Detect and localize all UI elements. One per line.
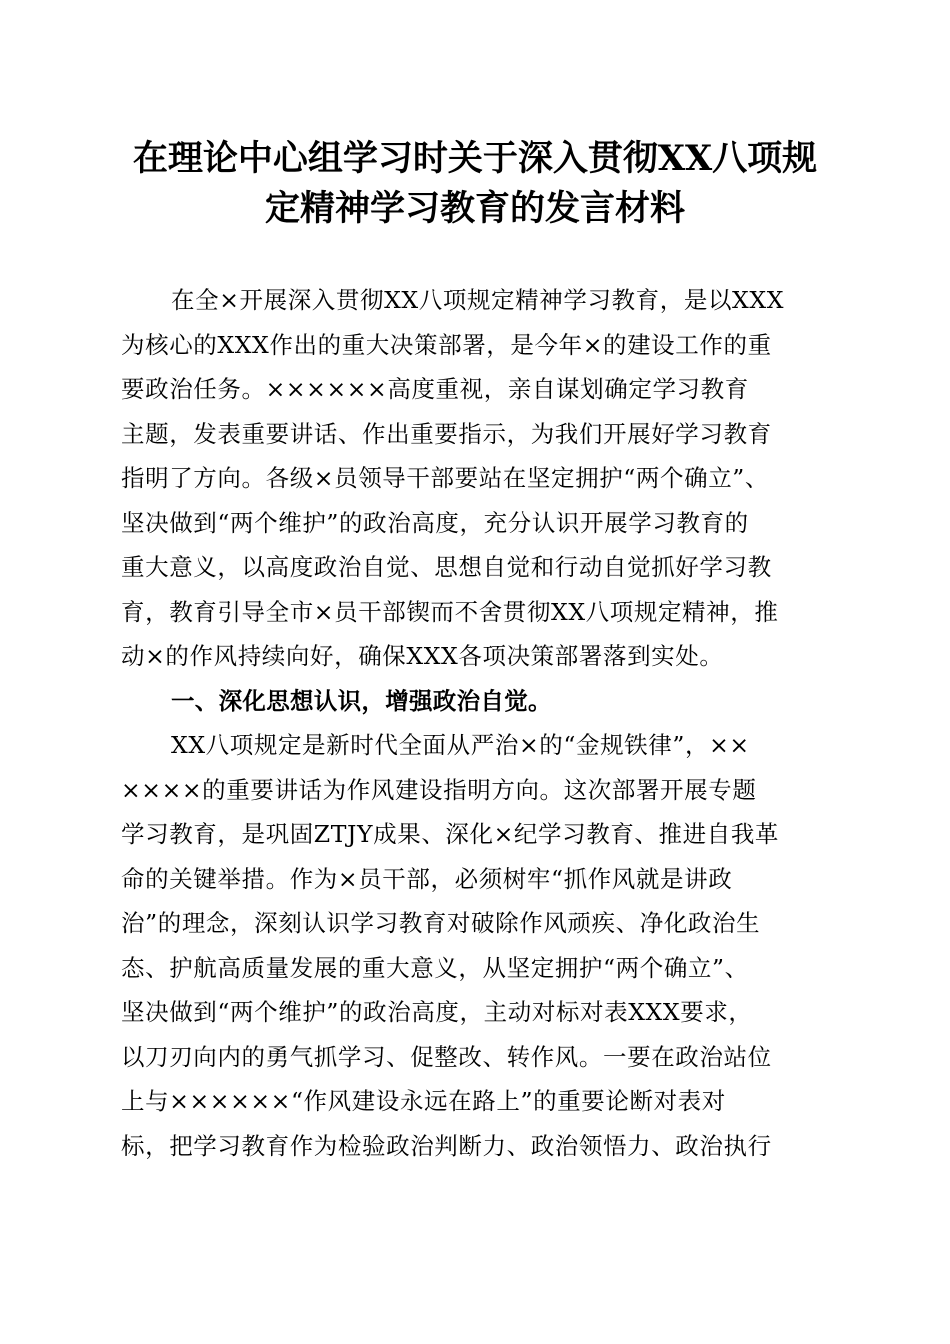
paragraph-line: 命的关键举措。作为×员干部，必须树牢“抓作风就是讲政	[121, 864, 733, 893]
paragraph-line: 在全×开展深入贯彻XX八项规定精神学习教育，是以XXX	[171, 286, 785, 314]
paragraph-line: 育，教育引导全市×员干部锲而不舍贯彻XX八项规定精神，推	[121, 597, 779, 626]
document-body	[121, 278, 841, 1168]
paragraph-line: 要政治任务。××××××高度重视，亲自谋划确定学习教育	[121, 375, 749, 403]
paragraph-line: 坚决做到“两个维护”的政治高度，主动对标对表XXX要求，	[121, 998, 753, 1026]
title-line-2: 定精神学习教育的发言材料	[264, 188, 685, 229]
document-title	[100, 134, 850, 234]
paragraph-line: 治”的理念，深刻认识学习教育对破除作风顽疾、净化政治生	[121, 909, 761, 937]
paragraph-line: 坚决做到“两个维护”的政治高度，充分认识开展学习教育的	[121, 508, 749, 537]
paragraph-line: XX八项规定是新时代全面从严治×的“金规铁律”，××	[171, 731, 750, 759]
paragraph-line: 上与××××××“作风建设永远在路上”的重要论断对表对	[121, 1087, 726, 1115]
paragraph-line: 学习教育，是巩固ZTJY成果、深化×纪学习教育、推进自我革	[121, 820, 780, 848]
paragraph-line: 主题，发表重要讲话、作出重要指示，为我们开展好学习教育	[121, 419, 772, 448]
paragraph-line: 为核心的XXX作出的重大决策部署，是今年×的建设工作的重	[121, 330, 772, 359]
paragraph-line: 指明了方向。各级×员领导干部要站在坚定拥护“两个确立”、	[121, 464, 770, 492]
paragraph-line: 重大意义，以高度政治自觉、思想自觉和行动自觉抓好学习教	[121, 553, 772, 581]
paragraph-line: ××××的重要讲话为作风建设指明方向。这次部署开展专题	[121, 775, 757, 804]
paragraph-line: 标，把学习教育作为检验政治判断力、政治领悟力、政治执行	[121, 1131, 772, 1160]
section-heading: 一、深化思想认识，增强政治自觉。	[171, 686, 552, 715]
title-line-1: 在理论中心组学习时关于深入贯彻XX八项规	[132, 138, 818, 179]
paragraph-line: 以刀刃向内的勇气抓学习、促整改、转作风。一要在政治站位	[121, 1042, 772, 1071]
paragraph-line: 动×的作风持续向好，确保XXX各项决策部署落到实处。	[121, 642, 724, 670]
paragraph-line: 态、护航高质量发展的重大意义，从坚定拥护“两个确立”、	[121, 953, 749, 982]
